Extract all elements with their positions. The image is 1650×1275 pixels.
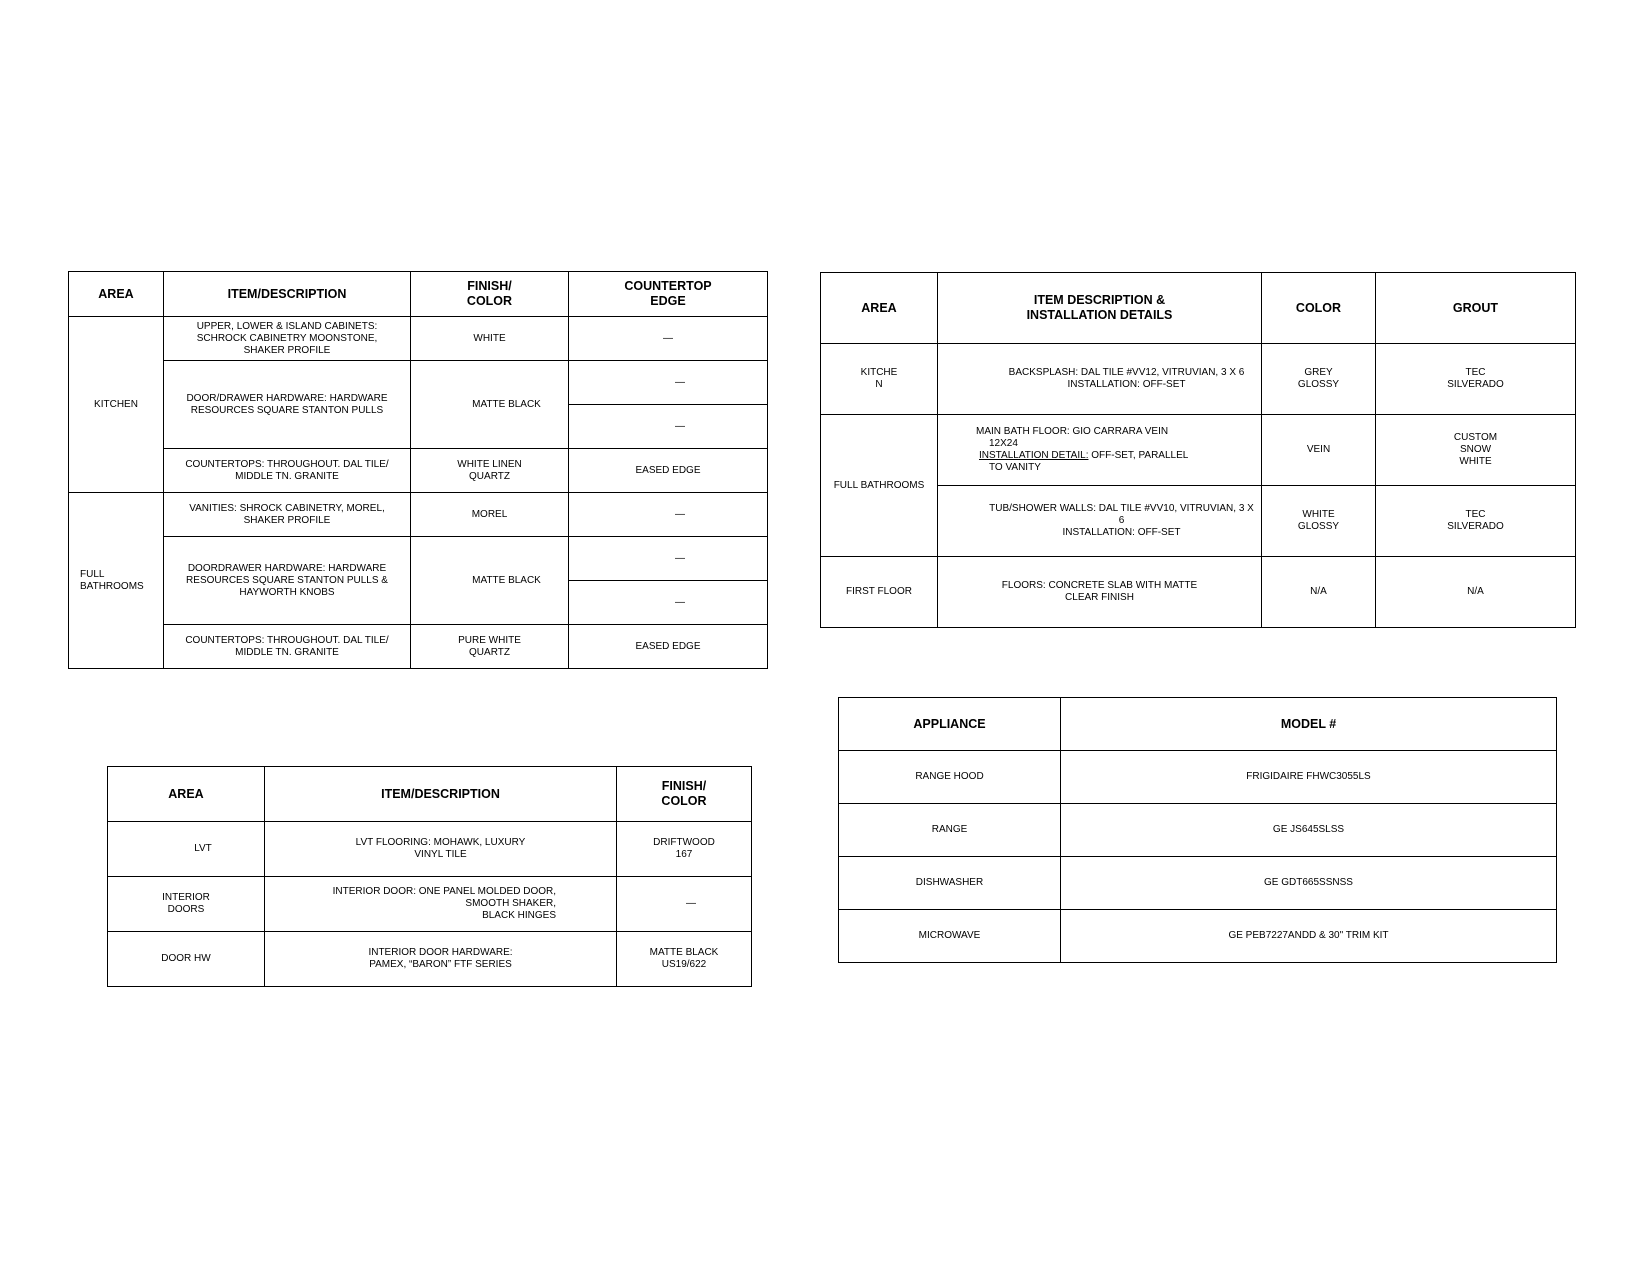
kitchen-cabinets-finish: WHITE xyxy=(411,317,569,361)
table-row xyxy=(108,932,752,987)
appliance-header-name: APPLIANCE xyxy=(839,698,1061,751)
tile-schedule-table xyxy=(820,272,1576,628)
bathrooms-hardware-edge-2: — xyxy=(569,581,768,625)
tile-header-grout: GROUT xyxy=(1376,273,1576,344)
door-lvt-area: LVT xyxy=(108,822,265,877)
tile-main-bath-color: VEIN xyxy=(1262,415,1376,486)
tile-header-color: COLOR xyxy=(1262,273,1376,344)
table-row xyxy=(108,822,752,877)
tile-first-floor-item: FLOORS: CONCRETE SLAB WITH MATTE CLEAR FINISH xyxy=(938,557,1262,628)
kitchen-hardware-item: DOOR/DRAWER HARDWARE: HARDWARE RESOURCES SQUARE STANTON PULLS xyxy=(164,361,411,449)
tile-first-floor-area: FIRST FLOOR xyxy=(821,557,938,628)
table-row xyxy=(69,317,768,361)
tile-header-area: AREA xyxy=(821,273,938,344)
appliance-range-hood: RANGE HOOD xyxy=(839,751,1061,804)
main-bath-line-2: 12X24 xyxy=(989,438,1018,449)
bathrooms-countertops-edge: EASED EDGE xyxy=(569,625,768,669)
table-row xyxy=(839,910,1557,963)
kitchen-cabinets-item: UPPER, LOWER & ISLAND CABINETS: SCHROCK CABINETRY MOONSTONE, SHAKER PROFILE xyxy=(164,317,411,361)
door-lvt-item: LVT FLOORING: MOHAWK, LUXURY VINYL TILE xyxy=(265,822,617,877)
finish-header-area: AREA xyxy=(69,272,164,317)
kitchen-hardware-edge-1: — xyxy=(569,361,768,405)
tile-first-floor-color: N/A xyxy=(1262,557,1376,628)
table-row xyxy=(821,415,1576,486)
installation-detail-label: INSTALLATION DETAIL: xyxy=(979,450,1089,461)
tile-tub-shower-item: TUB/SHOWER WALLS: DAL TILE #VV10, VITRUVIAN, 3 X 6 INSTALLATION: OFF-SET xyxy=(938,486,1262,557)
appliance-microwave-model: GE PEB7227ANDD & 30" TRIM KIT xyxy=(1061,910,1557,963)
door-hw-finish: MATTE BLACK US19/622 xyxy=(617,932,752,987)
tile-tub-shower-grout: TEC SILVERADO xyxy=(1376,486,1576,557)
tile-kitchen-color: GREY GLOSSY xyxy=(1262,344,1376,415)
bathrooms-vanities-edge: — xyxy=(569,493,768,537)
bathrooms-hardware-item: DOORDRAWER HARDWARE: HARDWARE RESOURCES SQUARE STANTON PULLS & HAYWORTH KNOBS xyxy=(164,537,411,625)
table-row xyxy=(821,557,1576,628)
finish-header-row xyxy=(69,272,768,317)
bathrooms-vanities-item: VANITIES: SHROCK CABINETRY, MOREL, SHAKER PROFILE xyxy=(164,493,411,537)
kitchen-cabinets-edge: — xyxy=(569,317,768,361)
kitchen-area-cell: KITCHEN xyxy=(69,317,164,493)
tile-bathrooms-area: FULL BATHROOMS xyxy=(821,415,938,557)
finish-header-item: ITEM/DESCRIPTION xyxy=(164,272,411,317)
table-row xyxy=(839,857,1557,910)
finish-header-finish: FINISH/ COLOR xyxy=(411,272,569,317)
bathrooms-hardware-edge-1: — xyxy=(569,537,768,581)
appliance-microwave: MICROWAVE xyxy=(839,910,1061,963)
appliance-dishwasher: DISHWASHER xyxy=(839,857,1061,910)
table-row xyxy=(69,537,768,581)
kitchen-countertops-finish: WHITE LINEN QUARTZ xyxy=(411,449,569,493)
tile-header-row xyxy=(821,273,1576,344)
door-hw-item: INTERIOR DOOR HARDWARE: PAMEX, “BARON” FTF SERIES xyxy=(265,932,617,987)
tile-main-bath-grout: CUSTOM SNOW WHITE xyxy=(1376,415,1576,486)
door-lvt-finish: DRIFTWOOD 167 xyxy=(617,822,752,877)
table-row xyxy=(69,493,768,537)
table-row xyxy=(108,877,752,932)
bathrooms-area-cell: FULL BATHROOMS xyxy=(69,493,164,669)
bathrooms-vanities-finish: MOREL xyxy=(411,493,569,537)
kitchen-hardware-edge-2: — xyxy=(569,405,768,449)
door-header-item: ITEM/DESCRIPTION xyxy=(265,767,617,822)
door-schedule-table xyxy=(107,766,752,987)
finish-schedule-table xyxy=(68,271,768,669)
installation-detail-value: OFF-SET, PARALLEL xyxy=(1088,450,1189,461)
door-interior-finish: — xyxy=(617,877,752,932)
tile-kitchen-area: KITCHE N xyxy=(821,344,938,415)
door-header-area: AREA xyxy=(108,767,265,822)
table-row xyxy=(69,361,768,405)
table-row xyxy=(69,625,768,669)
bathrooms-hardware-finish: MATTE BLACK xyxy=(411,537,569,625)
door-hw-area: DOOR HW xyxy=(108,932,265,987)
kitchen-hardware-finish: MATTE BLACK xyxy=(411,361,569,449)
table-row xyxy=(69,449,768,493)
tile-first-floor-grout: N/A xyxy=(1376,557,1576,628)
kitchen-countertops-edge: EASED EDGE xyxy=(569,449,768,493)
bathrooms-countertops-item: COUNTERTOPS: THROUGHOUT. DAL TILE/ MIDDLE TN. GRANITE xyxy=(164,625,411,669)
main-bath-line-1: MAIN BATH FLOOR: GIO CARRARA VEIN xyxy=(976,426,1169,437)
tile-header-item: ITEM DESCRIPTION & INSTALLATION DETAILS xyxy=(938,273,1262,344)
door-header-row xyxy=(108,767,752,822)
appliance-range-hood-model: FRIGIDAIRE FHWC3055LS xyxy=(1061,751,1557,804)
appliance-header-model: MODEL # xyxy=(1061,698,1557,751)
appliance-schedule-table xyxy=(838,697,1557,963)
table-row xyxy=(821,344,1576,415)
kitchen-countertops-item: COUNTERTOPS: THROUGHOUT. DAL TILE/ MIDDLE TN. GRANITE xyxy=(164,449,411,493)
table-row xyxy=(839,751,1557,804)
door-header-finish: FINISH/ COLOR xyxy=(617,767,752,822)
table-row xyxy=(839,804,1557,857)
tile-kitchen-item: BACKSPLASH: DAL TILE #VV12, VITRUVIAN, 3 X 6 INSTALLATION: OFF-SET xyxy=(938,344,1262,415)
door-interior-item: INTERIOR DOOR: ONE PANEL MOLDED DOOR, SMOOTH SHAKER, BLACK HINGES xyxy=(265,877,617,932)
door-interior-area: INTERIOR DOORS xyxy=(108,877,265,932)
tile-tub-shower-color: WHITE GLOSSY xyxy=(1262,486,1376,557)
tile-main-bath-item xyxy=(938,415,1262,486)
appliance-range: RANGE xyxy=(839,804,1061,857)
tile-kitchen-grout: TEC SILVERADO xyxy=(1376,344,1576,415)
main-bath-line-4: TO VANITY xyxy=(989,462,1041,473)
appliance-header-row xyxy=(839,698,1557,751)
main-bath-line-3 xyxy=(976,450,1255,462)
appliance-dishwasher-model: GE GDT665SSNSS xyxy=(1061,857,1557,910)
finish-header-edge: COUNTERTOP EDGE xyxy=(569,272,768,317)
bathrooms-countertops-finish: PURE WHITE QUARTZ xyxy=(411,625,569,669)
appliance-range-model: GE JS645SLSS xyxy=(1061,804,1557,857)
